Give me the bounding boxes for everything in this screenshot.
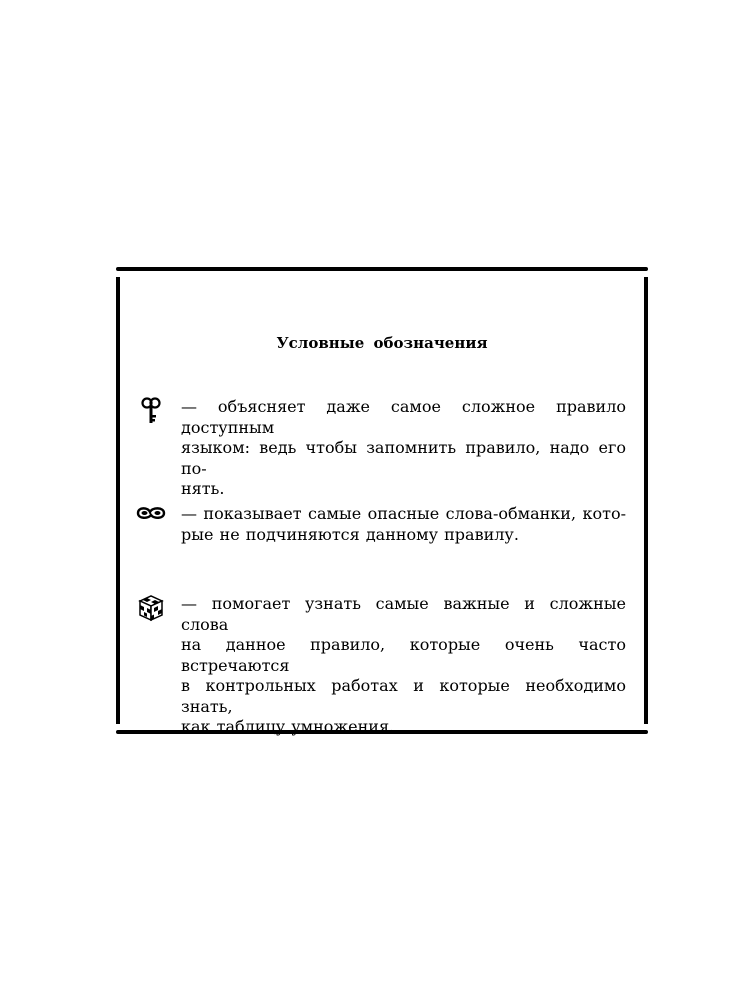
key-icon [136,397,162,429]
text-line: — помогает узнать самые важные и сложные слова [181,594,626,634]
frame-corner-dot [116,267,120,271]
text-line: в контрольных работах и которые необходимо знать, [181,676,626,716]
text-line: — показывает самые опасные слова-обманки, кото- [181,504,626,523]
frame-corner-dot [644,730,648,734]
legend-title: Условные обозначения [276,334,488,352]
text-line: языком: ведь чтобы запомнить правило, надо его по- [181,438,626,478]
text-line: как таблицу умножения. [181,717,395,736]
frame-corner-dot [644,267,648,271]
text-line: рые не подчиняются данному правилу. [181,524,519,544]
rubiks-cube-icon [136,593,166,627]
text-line: на данное правило, которые очень часто встречаются [181,635,626,675]
legend-frame [116,267,648,734]
mask-icon [136,504,166,528]
legend-entry-text [181,397,626,500]
legend-entry-text [181,504,626,545]
frame-top-rule [118,267,646,271]
frame-corner-dot [116,730,120,734]
text-line: — объясняет даже самое сложное правило доступным [181,397,626,437]
legend-entry-text [181,594,626,738]
text-line: нять. [181,479,225,498]
